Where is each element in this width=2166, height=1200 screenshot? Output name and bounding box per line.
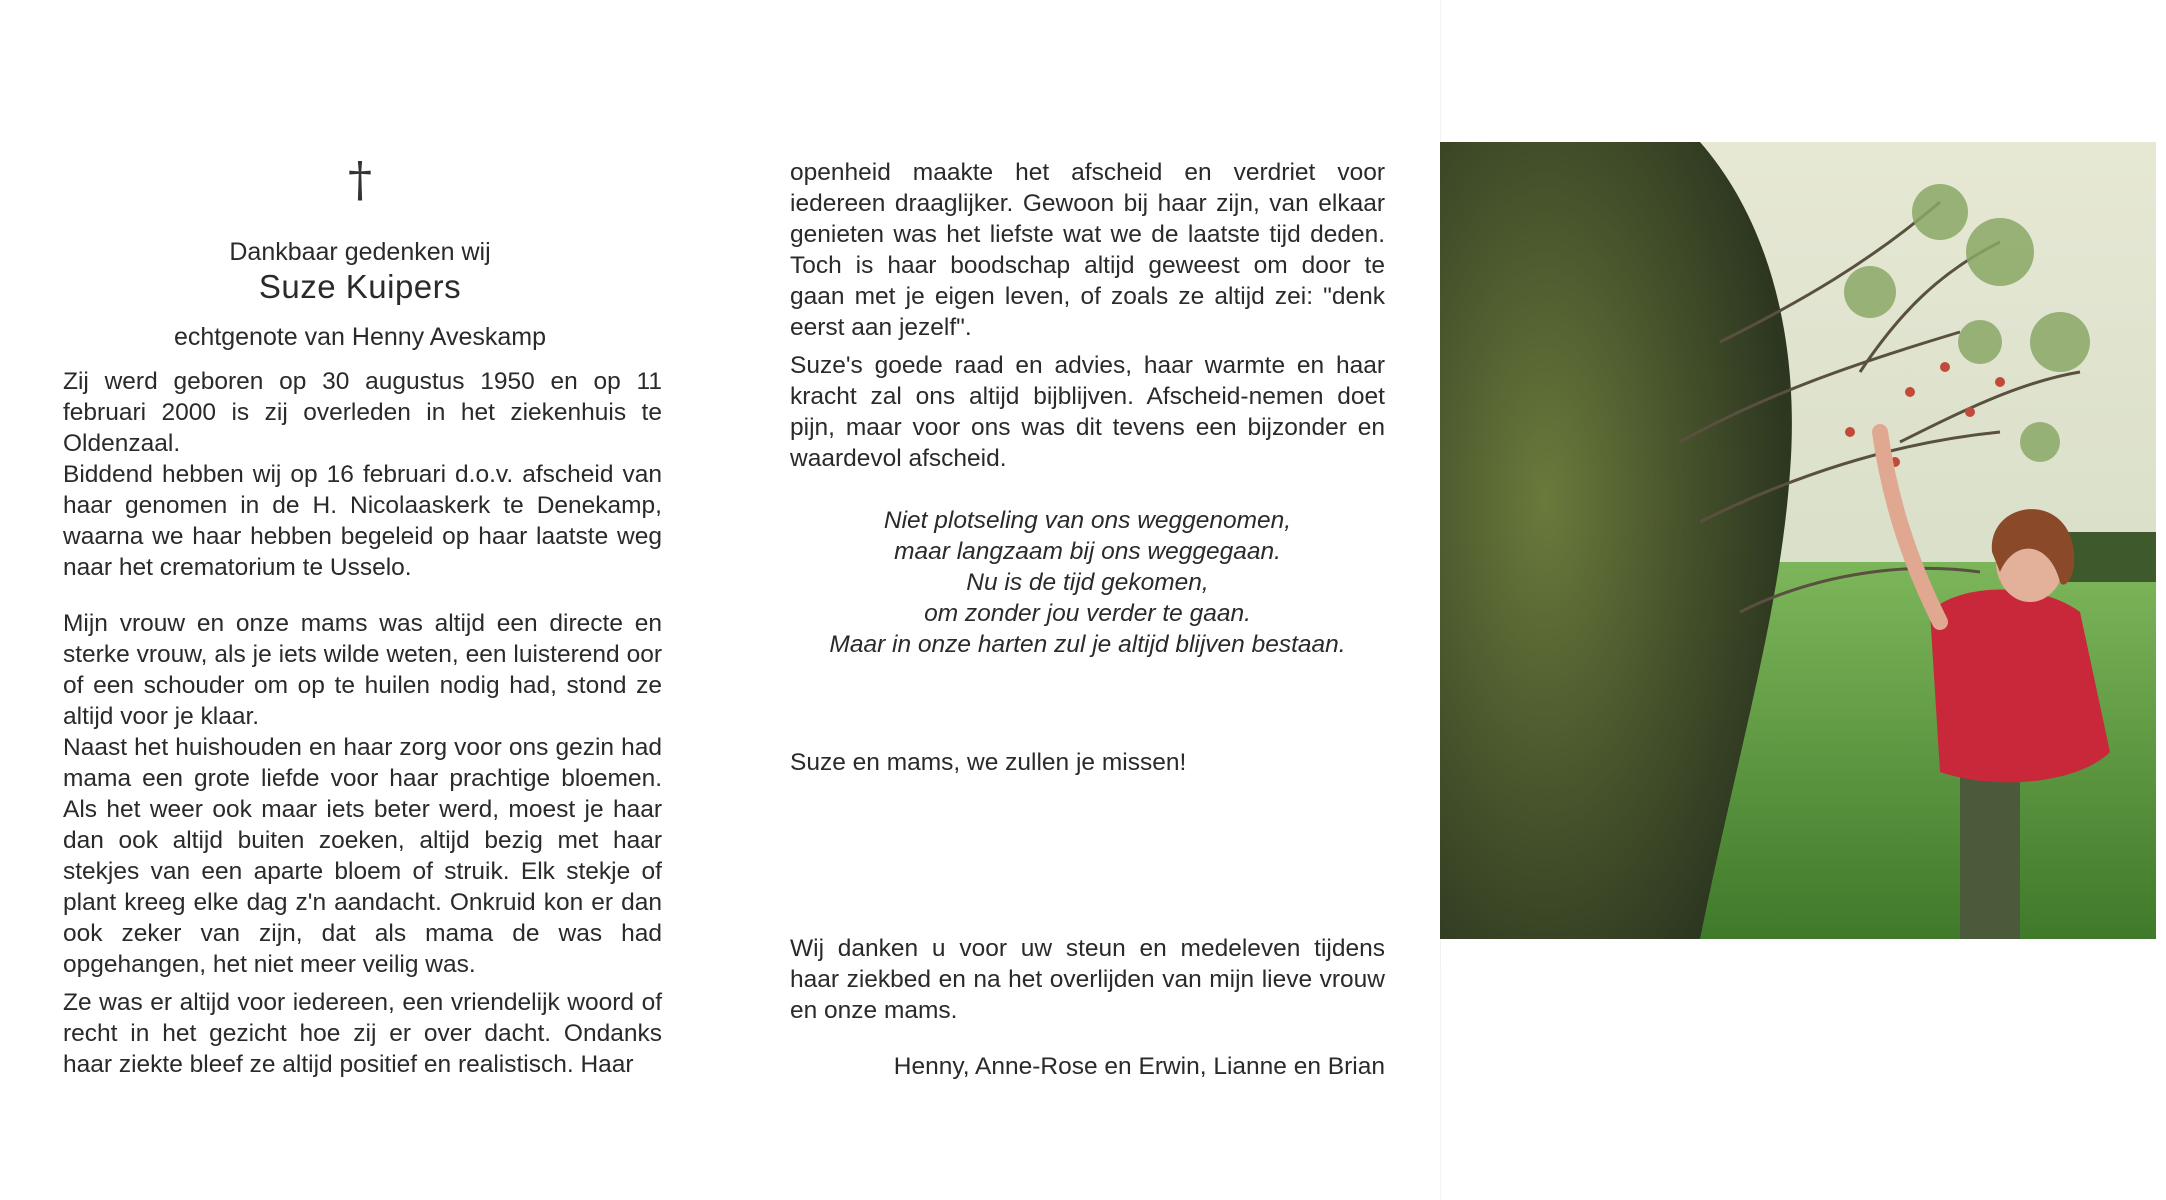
paragraph-farewell-service: Biddend hebben wij op 16 februari d.o.v. afscheid van haar genomen in de H. Nicolaaskerk te Denekamp, waarna we haar hebben begeleid op haar laatste weg naar het crematorium te Usselo. — [63, 461, 662, 581]
thanks-paragraph: Wij danken u voor uw steun en medeleven tijdens haar ziekbed en na het overlijden van mijn lieve vrouw en onze mams. — [790, 935, 1385, 1024]
paragraph-flowers: Naast het huishouden en haar zorg voor ons gezin had mama een grote liefde voor haar prachtige bloemen. Als het weer ook maar iets beter werd, moest je haar dan ook altijd buiten zoeken, altijd bezig met haar stekjes van een aparte bloem of struik. Elk stekje of plant kreeg elke dag z'n aandacht. Onkruid kon er dan ook zeker van zijn, dat als mama de was had opgehangen, het niet meer veilig was. — [63, 734, 662, 978]
left-panel — [0, 0, 720, 1200]
paragraph-always-there: Ze was er altijd voor iedereen, een vriendelijk woord of recht in het gezicht hoe zij er over dacht. Ondanks haar ziekte bleef ze altijd positief en realistisch. Haar — [63, 989, 662, 1078]
paragraph-advice: Suze's goede raad en advies, haar warmte en haar kracht zal ons altijd bijblijven. Afscheid-nemen doet pijn, maar voor ons was dit tevens een bijzonder en waardevol afscheid. — [790, 352, 1385, 472]
farewell-line: Suze en mams, we zullen je missen! — [790, 749, 1187, 776]
intro-line: Dankbaar gedenken wij — [229, 238, 491, 266]
photo-illustration — [1440, 142, 2156, 939]
poem — [790, 505, 1385, 660]
poem-line: Niet plotseling van ons weggenomen, — [883, 507, 1292, 534]
paragraph-birth-death: Zij werd geboren op 30 augustus 1950 en op 11 februari 2000 is zij overleden in het ziekenhuis te Oldenzaal. — [63, 368, 662, 457]
poem-line: maar langzaam bij ons weggegaan. — [894, 538, 1281, 565]
paragraph-openness: openheid maakte het afscheid en verdriet voor iedereen draaglijker. Gewoon bij haar zijn, van elkaar genieten was het liefste wat we de laatste tijd deden. Toch is haar boodschap altijd geweest om door te gaan met je eigen leven, of zoals ze altijd zei: "denk eerst aan jezelf". — [790, 159, 1385, 341]
family-signature: Henny, Anne-Rose en Erwin, Lianne en Brian — [893, 1053, 1385, 1080]
poem-line: Maar in onze harten zul je altijd blijven bestaan. — [829, 631, 1346, 658]
deceased-name: Suze Kuipers — [258, 268, 462, 305]
middle-column-text — [790, 157, 1385, 474]
cross-icon: † — [348, 152, 372, 208]
paragraph-character: Mijn vrouw en onze mams was altijd een directe en sterke vrouw, als je iets wilde weten, een luisterend oor of een schouder om op te huilen nodig had, stond ze altijd voor je klaar. — [63, 610, 662, 730]
thanks-text — [790, 933, 1385, 1026]
spouse-line: echtgenote van Henny Aveskamp — [173, 323, 546, 351]
left-column-text — [63, 366, 662, 1080]
poem-line: Nu is de tijd gekomen, — [966, 569, 1209, 596]
poem-line: om zonder jou verder te gaan. — [924, 600, 1251, 627]
woman-picking-berries-photo — [1440, 142, 2156, 939]
